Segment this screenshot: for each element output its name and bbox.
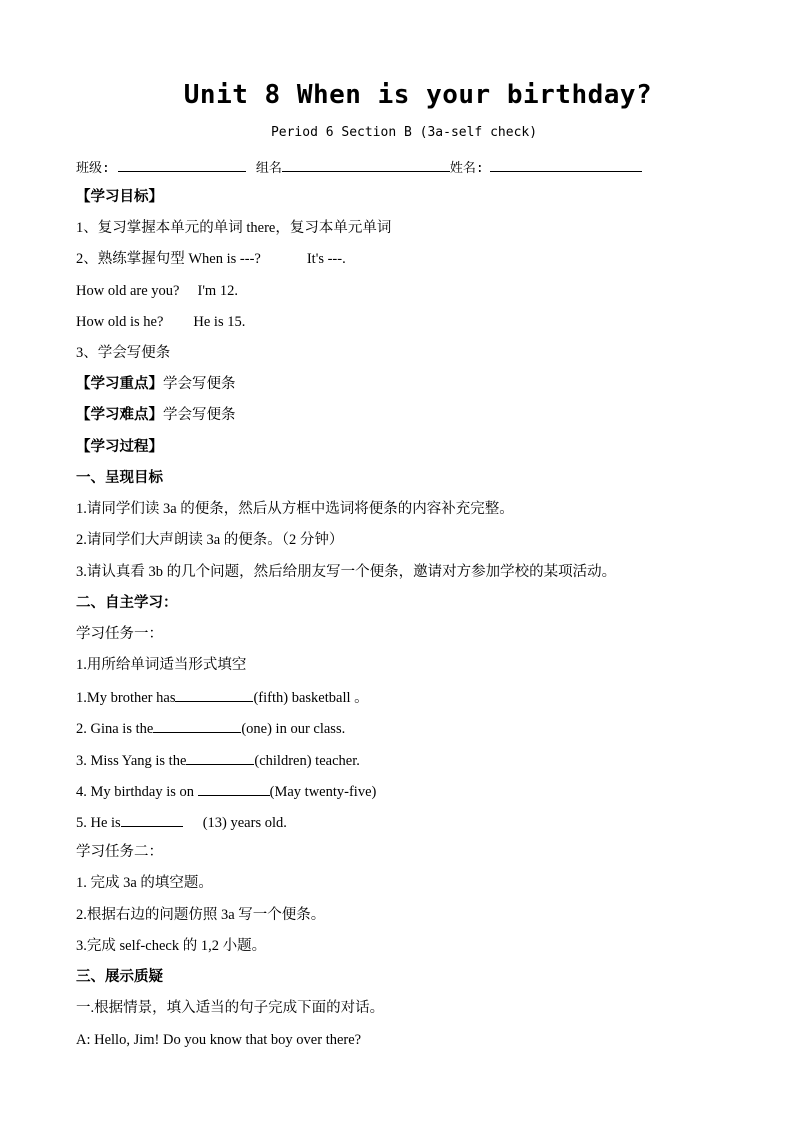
difficulty [76, 406, 236, 424]
objective-1: 1、复习掌握本单元的单词 there，复习本单元单词 [76, 220, 392, 236]
section-1-item-1: 1.请同学们读 3a 的便条，然后从方框中选词将便条的内容补充完整。 [76, 501, 514, 517]
fill-5-hint: (13) years old. [202, 815, 287, 831]
name-label: 姓名: [449, 161, 484, 176]
fill-2-blank[interactable] [153, 718, 241, 733]
section-2-heading: 二、自主学习： [76, 595, 178, 611]
key-point-text: 学会写便条 [163, 376, 236, 392]
section-1-heading: 一、呈现目标 [76, 470, 163, 486]
fill-item-2 [76, 718, 345, 738]
task-2-item-1: 1. 完成 3a 的填空题。 [76, 875, 213, 891]
fill-5-blank[interactable] [121, 812, 183, 827]
student-info-row [76, 157, 642, 178]
example-2-question: How old is he? [76, 314, 164, 330]
fill-3-text: 3. Miss Yang is the [76, 753, 187, 769]
example-1-answer: I'm 12. [197, 283, 238, 299]
fill-4-text: 4. My birthday is on [76, 784, 198, 800]
example-1-question: How old are you? [76, 283, 180, 299]
dialog-line-a1: A: Hello, Jim! Do you know that boy over there? [76, 1032, 362, 1048]
fill-4-blank[interactable] [198, 781, 270, 796]
key-point-label: 【学习重点】 [76, 376, 163, 392]
objective-2 [76, 250, 346, 268]
fill-4-hint: (May twenty-five) [269, 784, 377, 800]
fill-item-1 [76, 687, 369, 707]
page-subtitle: Period 6 Section B (3a-self check) [270, 125, 538, 140]
fill-item-5 [76, 812, 287, 832]
fill-item-4 [76, 781, 376, 801]
process-heading: 【学习过程】 [76, 439, 163, 455]
objective-3: 3、学会写便条 [76, 345, 171, 361]
fill-1-text: 1.My brother has [76, 690, 176, 706]
fill-1-hint: (fifth) basketball 。 [253, 690, 369, 706]
class-blank[interactable] [118, 157, 246, 172]
difficulty-label: 【学习难点】 [76, 407, 163, 423]
objective-2-pattern: 2、熟练掌握句型 When is ---? [76, 251, 261, 267]
task-1-instruction: 1.用所给单词适当形式填空 [76, 657, 247, 673]
task-2-item-3: 3.完成 self-check 的 1,2 小题。 [76, 938, 267, 954]
example-1 [76, 282, 238, 300]
section-1-item-3: 3.请认真看 3b 的几个问题，然后给朋友写一个便条，邀请对方参加学校的某项活动。 [76, 564, 617, 580]
section-1-item-2: 2.请同学们大声朗读 3a 的便条。（2 分钟） [76, 532, 344, 548]
objectives-heading: 【学习目标】 [76, 189, 163, 205]
name-blank[interactable] [490, 157, 642, 172]
fill-3-blank[interactable] [186, 750, 254, 765]
fill-2-hint: (one) in our class. [241, 721, 346, 737]
task-2-item-2: 2.根据右边的问题仿照 3a 写一个便条。 [76, 907, 326, 923]
fill-1-blank[interactable] [175, 687, 253, 702]
fill-item-3 [76, 750, 360, 770]
section-3-instruction: 一.根据情景，填入适当的句子完成下面的对话。 [76, 1000, 385, 1016]
class-label: 班级: [76, 161, 110, 176]
key-point [76, 375, 236, 393]
fill-5-text: 5. He is [76, 815, 121, 831]
objective-2-answer: It's ---. [306, 251, 346, 267]
fill-2-text: 2. Gina is the [76, 721, 154, 737]
group-label: 组名 [255, 161, 282, 176]
page-title: Unit 8 When is your birthday? [183, 80, 653, 110]
fill-3-hint: (children) teacher. [254, 753, 360, 769]
group-blank[interactable] [282, 157, 450, 172]
difficulty-text: 学会写便条 [163, 407, 236, 423]
task-2-heading: 学习任务二： [76, 844, 163, 860]
example-2-answer: He is 15. [193, 314, 246, 330]
example-2 [76, 313, 245, 331]
task-1-heading: 学习任务一： [76, 626, 163, 642]
section-3-heading: 三、展示质疑 [76, 969, 163, 985]
